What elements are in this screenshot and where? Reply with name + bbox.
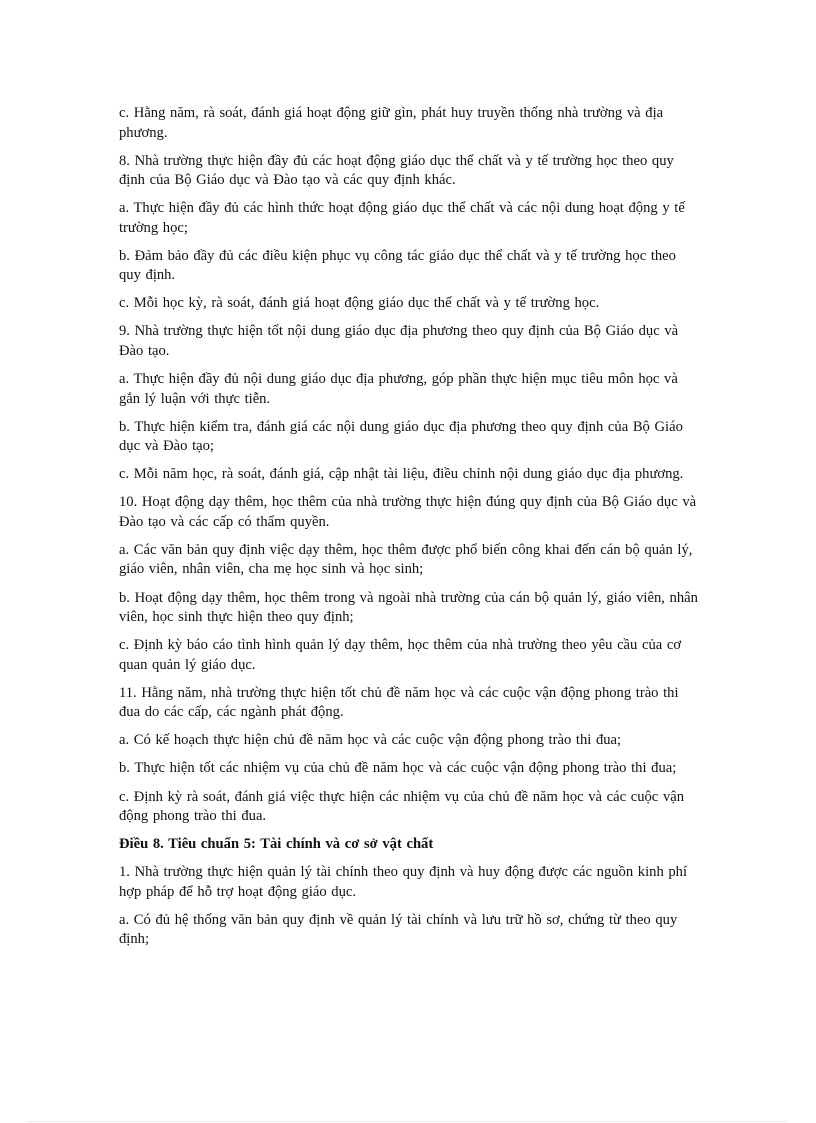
paragraph-1a: a. Có đủ hệ thống văn bản quy định về quản lý tài chính và lưu trữ hồ sơ, chứng từ theo quy định; xyxy=(119,911,678,948)
paragraph-10b: b. Hoạt động dạy thêm, học thêm trong và ngoài nhà trường của cán bộ quản lý, giáo viên, nhân viên, học sinh thực hiện theo quy định; xyxy=(119,589,698,626)
paragraph-11-school-year-theme: 11. Hằng năm, nhà trường thực hiện tốt chủ đề năm học và các cuộc vận động phong trào thi đua do các cấp, các ngành phát động. xyxy=(119,684,679,721)
paragraph-10a: a. Các văn bản quy định việc dạy thêm, học thêm được phổ biến công khai đến cán bộ quản lý, giáo viên, nhân viên, cha mẹ học sinh và học sinh; xyxy=(119,541,693,578)
paragraph-9c: c. Mỗi năm học, rà soát, đánh giá, cập nhật tài liệu, điều chỉnh nội dung giáo dục địa phương. xyxy=(119,466,684,483)
paragraph-10c: c. Định kỳ báo cáo tình hình quản lý dạy thêm, học thêm của nhà trường theo yêu cầu của cơ quan quản lý giáo dục. xyxy=(119,637,682,673)
section-heading-article-8: Điều 8. Tiêu chuẩn 5: Tài chính và cơ sở vật chất xyxy=(119,836,434,853)
paragraph-8c: c. Mỗi học kỳ, rà soát, đánh giá hoạt động giáo dục thể chất và y tế trường học. xyxy=(119,295,600,312)
paragraph-8b: b. Đảm bảo đầy đủ các điều kiện phục vụ công tác giáo dục thể chất và y tế trường học theo quy định. xyxy=(119,247,676,284)
paragraph-8-physical-education: 8. Nhà trường thực hiện đầy đủ các hoạt động giáo dục thể chất và y tế trường học theo quy định của Bộ Giáo dục và Đào tạo và các quy định khác. xyxy=(119,152,674,189)
paragraph-1-finance: 1. Nhà trường thực hiện quản lý tài chính theo quy định và huy động được các nguồn kinh phí hợp pháp để hỗ trợ hoạt động giáo dục. xyxy=(119,864,688,900)
page-bottom-divider xyxy=(28,1121,788,1122)
paragraph-11b: b. Thực hiện tốt các nhiệm vụ của chủ đề năm học và các cuộc vận động phong trào thi đua; xyxy=(119,760,677,777)
paragraph-9-local-education: 9. Nhà trường thực hiện tốt nội dung giáo dục địa phương theo quy định của Bộ Giáo dục và Đào tạo. xyxy=(119,323,679,359)
paragraph-11c: c. Định kỳ rà soát, đánh giá việc thực hiện các nhiệm vụ của chủ đề năm học và các cuộc vận động phong trào thi đua. xyxy=(119,788,685,824)
paragraph-c-tradition: c. Hằng năm, rà soát, đánh giá hoạt động giữ gìn, phát huy truyền thống nhà trường và địa phương. xyxy=(119,105,664,141)
paragraph-9a: a. Thực hiện đầy đủ nội dung giáo dục địa phương, góp phần thực hiện mục tiêu môn học và gắn lý luận với thực tiễn. xyxy=(119,371,678,407)
paragraph-9b: b. Thực hiện kiểm tra, đánh giá các nội dung giáo dục địa phương theo quy định của Bộ Giáo dục và Đào tạo; xyxy=(119,418,683,455)
paragraph-8a: a. Thực hiện đầy đủ các hình thức hoạt động giáo dục thể chất và các nội dung hoạt động y tế trường học; xyxy=(119,200,685,236)
document-page xyxy=(119,104,699,958)
paragraph-11a: a. Có kế hoạch thực hiện chủ đề năm học và các cuộc vận động phong trào thi đua; xyxy=(119,732,622,749)
paragraph-10-extra-classes: 10. Hoạt động dạy thêm, học thêm của nhà trường thực hiện đúng quy định của Bộ Giáo dục và Đào tạo và các cấp có thẩm quyền. xyxy=(119,494,697,530)
